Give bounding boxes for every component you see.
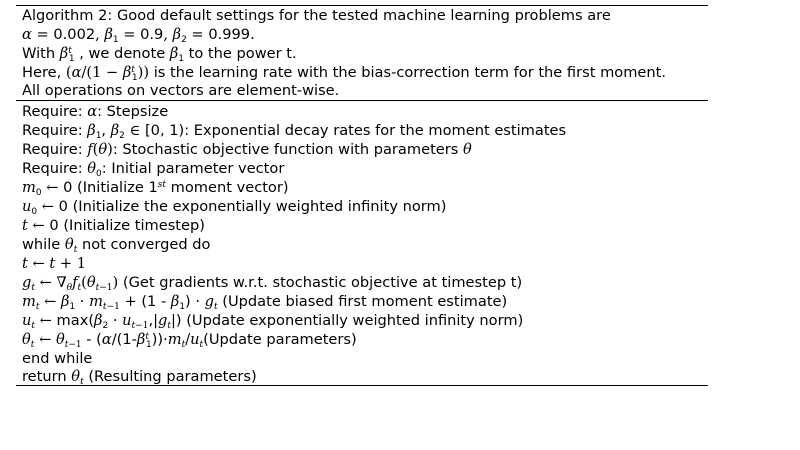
init-t: t ← 0 (Initialize timestep) — [22, 217, 205, 234]
algorithm-title — [22, 6, 611, 25]
beta1-default: 0.9 — [140, 26, 164, 43]
return-line: return $\theta_t$ (Resulting parameters) — [22, 368, 257, 387]
parameter-update-step: $\theta_t$ ← $\theta_{t-1}$ - $(\alpha/(1-\beta^t_1))\cdot m_t/u_t(Update$ parameters) — [22, 331, 357, 350]
while-line: while $\theta_t$ not converged do — [22, 236, 211, 255]
bias-correction-line: Here, $(\alpha/(1 - \beta^t_1))$ is the learning rate with the bias-correction term for the first moment. — [22, 64, 667, 83]
first-moment-step: $m_t$ ← $\beta_1 \cdot m_{t-1} + (1 - \beta_1) \cdot g_t$ (Update biased first moment estimate) — [22, 293, 508, 312]
defaults-line: α = 0.002, $\beta_1 = 0.9$, $\beta_2 = 0.999$. — [22, 26, 255, 45]
beta2-default: 0.999 — [208, 26, 251, 43]
init-u: $u_0$ ← 0 (Initialize the exponentially weighted infinity norm) — [22, 198, 447, 217]
middle-rule — [16, 100, 708, 101]
init-m: $m_0$ ← 0 (Initialize 1st moment vector) — [22, 179, 289, 198]
require-objective: Require: f(θ): Stochastic objective function with parameters θ — [22, 141, 472, 158]
bottom-rule — [16, 385, 708, 386]
require-stepsize: Require: α: Stepsize — [22, 103, 169, 120]
elementwise-line: All operations on vectors are element-wise. — [22, 82, 340, 99]
end-while: end while — [22, 350, 93, 367]
algorithm-box — [16, 0, 708, 386]
alpha-default: 0.002 — [53, 26, 96, 43]
gradient-step: $g_t$ ← $\nabla_\theta f_t(\theta_{t-1})$ (Get gradients w.r.t. stochastic objective at timestep t) — [22, 274, 523, 293]
title-text: Algorithm 2: Good default settings for the tested machine learning problems are — [22, 7, 611, 24]
infinity-norm-step: $u_t$ ← $\max(\beta_2 \cdot u_{t-1},|g_t|)$ (Update exponentially weighted infinity norm) — [22, 312, 524, 331]
increment-t: t ← t + 1 — [22, 255, 87, 272]
require-initial-params: Require: $\theta_0$: Initial parameter vector — [22, 160, 285, 179]
require-decay-rates: Require: $\beta_1$, $\beta_2$ ∈ [0, 1): Exponential decay rates for the moment estimates — [22, 122, 567, 141]
notation-line: With $\beta^t_1$ , we denote $\beta_1$ to the power t. — [22, 45, 297, 64]
